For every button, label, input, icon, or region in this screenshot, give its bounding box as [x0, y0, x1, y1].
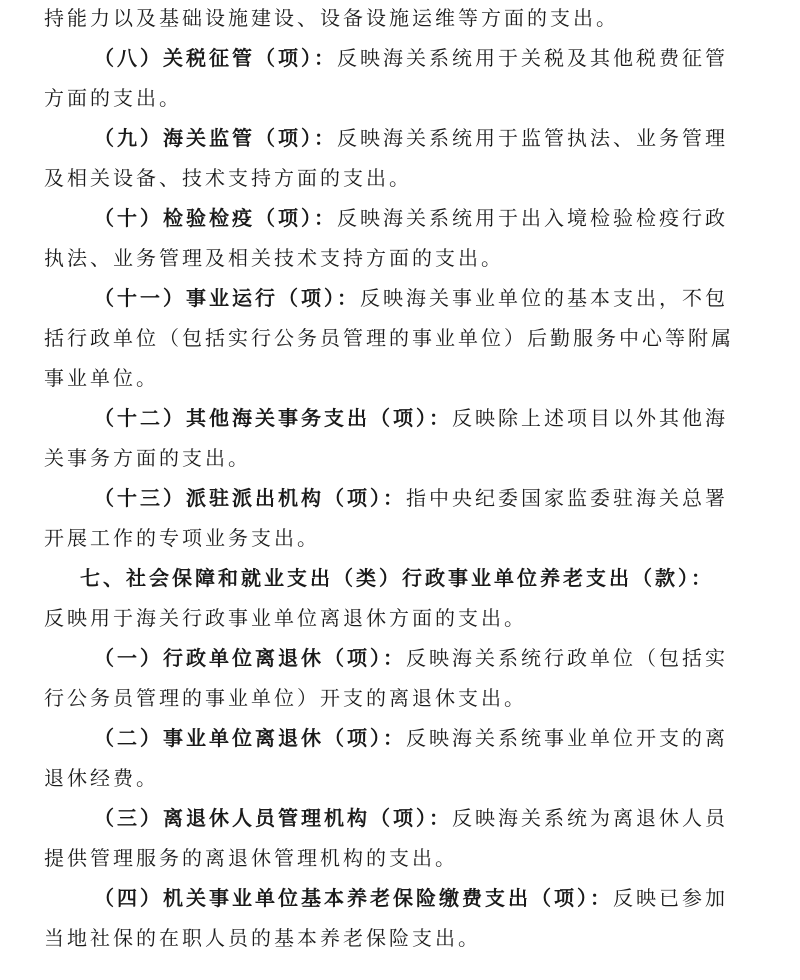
body-text: 反映海关事业单位的基本支出，不包 — [360, 286, 728, 310]
item-heading: （十）检验检疫（项）： — [94, 206, 337, 230]
text-line — [94, 38, 756, 78]
body-text: 反映海关系统行政单位（包括实 — [406, 646, 728, 670]
item-heading: （八）关税征管（项）： — [94, 46, 337, 70]
body-text: 反映海关系统用于关税及其他税费征管 — [337, 46, 728, 70]
body-text: 指中央纪委国家监委驻海关总署 — [406, 486, 728, 510]
text-line — [44, 918, 756, 958]
body-text: 当地社保的在职人员的基本养老保险支出。 — [44, 926, 481, 950]
body-text: 反映除上述项目以外其他海 — [452, 406, 728, 430]
body-text: 关事务方面的支出。 — [44, 446, 251, 470]
text-line — [94, 798, 756, 838]
text-line — [94, 198, 756, 238]
item-heading: （九）海关监管（项）： — [94, 126, 337, 150]
body-text: 执法、业务管理及相关技术支持方面的支出。 — [44, 246, 504, 270]
item-heading: （一）行政单位离退休（项）： — [94, 646, 406, 670]
body-text: 反映用于海关行政事业单位离退休方面的支出。 — [44, 606, 527, 630]
text-line — [44, 78, 756, 118]
text-line — [44, 598, 756, 638]
text-line — [44, 238, 756, 278]
text-line — [44, 518, 756, 558]
text-line — [44, 438, 756, 478]
text-line — [94, 718, 756, 758]
text-line — [80, 558, 756, 598]
text-line — [94, 478, 756, 518]
body-text: 反映已参加 — [613, 886, 728, 910]
item-heading: （十三）派驻派出机构（项）： — [94, 486, 406, 510]
body-text: 及相关设备、技术支持方面的支出。 — [44, 166, 412, 190]
body-text: 括行政单位（包括实行公务员管理的事业单位）后勤服务中心等附属 — [44, 326, 734, 350]
body-text: 反映海关系统事业单位开支的离 — [406, 726, 728, 750]
body-text: 反映海关系统用于监管执法、业务管理 — [337, 126, 728, 150]
item-heading: （三）离退休人员管理机构（项）： — [94, 806, 452, 830]
body-text: 提供管理服务的离退休管理机构的支出。 — [44, 846, 458, 870]
text-line — [94, 278, 756, 318]
body-text: 方面的支出。 — [44, 86, 182, 110]
body-text: 事业单位。 — [44, 366, 159, 390]
body-text: 反映海关系统用于出入境检验检疫行政 — [337, 206, 728, 230]
section-heading: 七、社会保障和就业支出（类）行政事业单位养老支出（款）： — [80, 566, 714, 590]
item-heading: （十二）其他海关事务支出（项）： — [94, 406, 452, 430]
text-line — [94, 118, 756, 158]
text-line — [44, 758, 756, 798]
text-line — [44, 358, 756, 398]
body-text: 持能力以及基础设施建设、设备设施运维等方面的支出。 — [44, 6, 619, 30]
text-line — [44, 838, 756, 878]
text-line — [44, 318, 756, 358]
text-line — [94, 398, 756, 438]
body-text: 反映海关系统为离退休人员 — [452, 806, 728, 830]
body-text: 行公务员管理的事业单位）开支的离退休支出。 — [44, 686, 527, 710]
text-line — [44, 0, 756, 38]
text-line — [44, 678, 756, 718]
item-heading: （二）事业单位离退休（项）： — [94, 726, 406, 750]
body-text: 退休经费。 — [44, 766, 159, 790]
text-line — [94, 638, 756, 678]
body-text: 开展工作的专项业务支出。 — [44, 526, 320, 550]
text-line — [94, 878, 756, 918]
text-line — [44, 158, 756, 198]
item-heading: （十一）事业运行（项）： — [94, 286, 360, 310]
item-heading: （四）机关事业单位基本养老保险缴费支出（项）： — [94, 886, 613, 910]
